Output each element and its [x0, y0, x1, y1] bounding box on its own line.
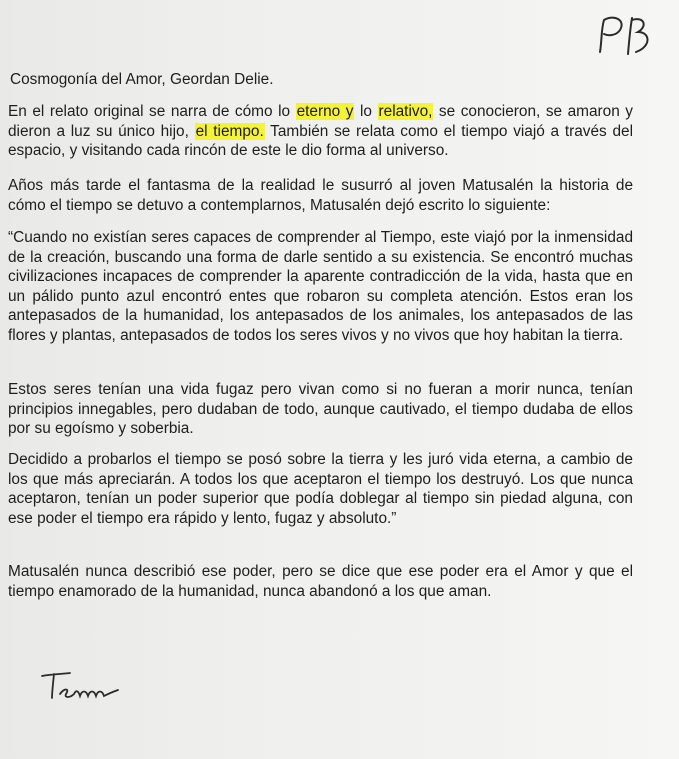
paragraph-5: Decidido a probarlos el tiempo se posó sobre la tierra y les juró vida eterna, a cambio de los que más apreciarán. A todos los que aceptaron el tiempo los destruyó. Los que nunca aceptaron, tenían un poder superior que podía doblegar al tiempo sin piedad alguna, con ese poder el tiempo era rápido y lento, fugaz y absoluto.”	[8, 451, 633, 527]
highlight-el-tiempo: el tiempo.	[195, 122, 264, 140]
document-title: Cosmogonía del Amor, Geordan Delie.	[10, 71, 274, 88]
paragraph-2: Años más tarde el fantasma de la realidad le susurró al joven Matusalén la historia de cómo el tiempo se detuvo a contemplarnos, Matusalén dejó escrito lo siguiente:	[8, 177, 633, 214]
paragraph-1: En el relato original se narra de cómo lo eterno y lo relativo, se conocieron, se amaron y dieron a luz su único hijo, el tiempo. También se relata como el tiempo viajó a través del espacio, y visitando cada rincón de este le dio forma al universo.	[8, 103, 634, 160]
paragraph-3: “Cuando no existían seres capaces de comprender al Tiempo, este viajó por la inmensidad de la creación, buscando una forma de darle sentido a su existencia. Se encontró muchas civilizaciones incapaces de comprender la aparente contradicción de la vida, hasta que en un pálido punto azul encontró entes que robaron su completa atención. Estos eran los antepasados de la humanidad, los antepasados de los animales, los antepasados de las flores y plantas, antepasados de todos los seres vivos y no vivos que hoy habitan la tierra.	[8, 229, 633, 344]
paragraph-6: Matusalén nunca describió ese poder, pero se dice que ese poder era el Amor y que el tiempo enamorado de la humanidad, nunca abandonó a los que aman.	[8, 563, 633, 600]
paragraph-4: Estos seres tenían una vida fugaz pero vivan como si no fueran a morir nunca, tenían principios innegables, pero dudaban de todo, aunque cautivado, el tiempo dudaba de ellos por su egoísmo y soberbia.	[8, 381, 633, 438]
highlight-relativo: relativo,	[378, 103, 433, 120]
handwritten-signature	[38, 668, 128, 704]
highlight-eterno: eterno y	[296, 103, 354, 120]
handwritten-initials	[592, 12, 662, 62]
